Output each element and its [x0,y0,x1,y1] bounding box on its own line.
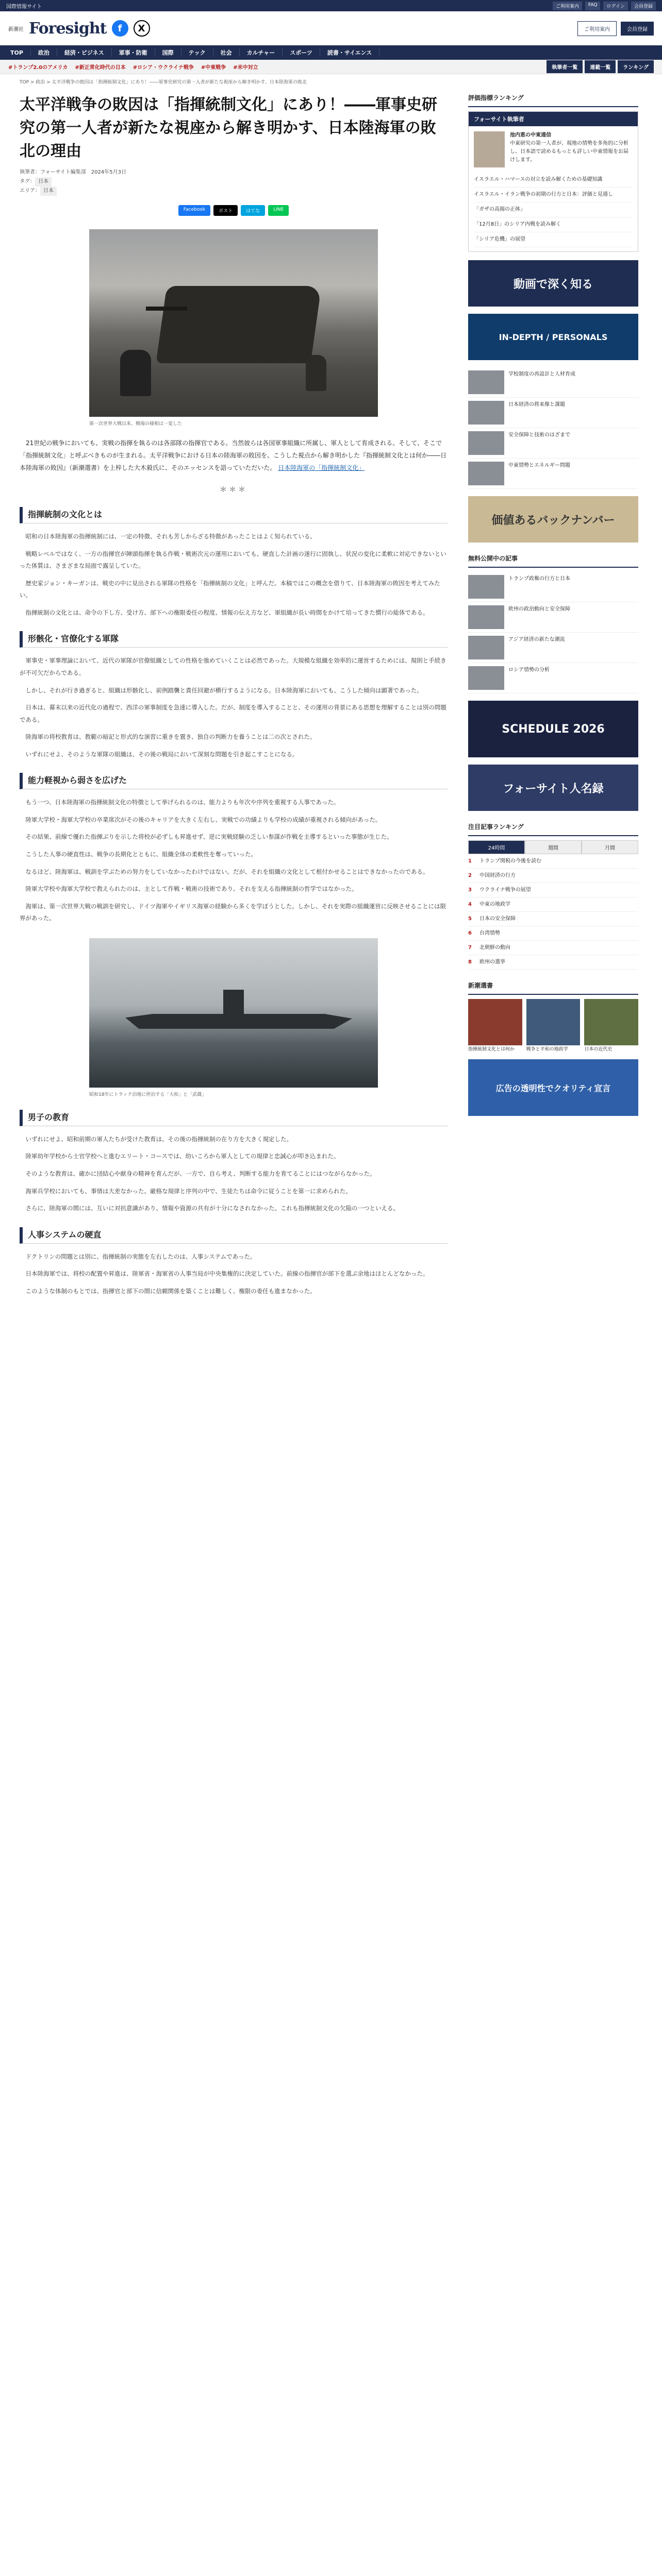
share-line-button[interactable]: LINE [268,205,289,216]
paragraph: このような体制のもとでは、指揮官と部下の間に信頼関係を築くことは難しく、権限の委任も進まなかった。 [25,1287,316,1295]
nav-item[interactable]: テック [181,48,213,57]
writers-button[interactable]: 執筆者一覧 [547,60,583,73]
nav-item[interactable]: カルチャー [240,48,283,57]
paragraph: 指揮統制の文化とは、命令の下し方、受け方、部下への権限委任の程度、情報の伝え方など、軍組織が長い時間をかけて培ってきた慣行の総体である。 [25,608,429,616]
thumbnail [468,666,504,690]
paragraph: 歴史家ジョン・キーガンは、戦史の中に見出される軍隊の性格を「指揮統制の文化」と呼んだ。本稿ではこの概念を借りて、日本陸海軍の敗因を考えてみたい。 [20,579,440,599]
hashtag-link[interactable]: #トランプ2.0のアメリカ [8,65,68,71]
nav-item[interactable]: 読書・サイエンス [320,48,379,57]
article [20,89,448,1302]
share-bar [20,205,448,216]
tab-month[interactable]: 月間 [582,840,638,854]
author-box [468,111,638,252]
sub-nav [0,60,662,74]
thumbnail [468,636,504,659]
breadcrumb[interactable]: TOP > 政治 > 太平洋戦争の敗因は「指揮統制文化」にあり！――軍事史研究の第一人者が新たな視座から解き明かす、日本陸海軍の敗北 [20,80,307,85]
tag-label: タグ： [20,179,35,184]
paragraph: 陸軍大学校・海軍大学校の卒業席次がその後のキャリアを大きく左右し、実戦での功績よりも学校の成績が重視される傾向があった。 [25,816,382,823]
ranking-item[interactable]: 5 日本の安全保障 [468,912,638,926]
publisher-label: 新潮社 [8,26,24,32]
list-item[interactable]: 日本経済の将来像と課題 [468,398,638,428]
main-nav [0,45,662,60]
site-label: 国際情報サイト [6,4,42,10]
figure-2 [89,938,378,1097]
hashtag-link[interactable]: #中東戦争 [201,65,226,71]
lead-link[interactable]: 日本陸海軍の「指揮統制文化」 [278,464,365,471]
free-heading: 無料公開中の記事 [468,550,638,568]
list-item[interactable]: アジア経済の新たな潮流 [468,633,638,663]
ranking-tabs [468,840,638,854]
paragraph: いずれにせよ、そのような軍隊の組織は、その後の戦局において深刻な問題を引き起こすことになる。 [25,750,299,758]
book-grid [468,999,638,1052]
article-meta [20,168,448,196]
sidebar-heading: 評価指標ランキング [468,89,638,107]
hashtag-link[interactable]: #新正常化時代の日本 [75,65,126,71]
ranking-item[interactable]: 4 中東の地政学 [468,897,638,912]
backnumber-banner[interactable]: 価値あるバックナンバー [468,496,638,543]
list-item[interactable]: 欧州の政治動向と安全保障 [468,602,638,633]
share-hatena-button[interactable]: はてな [241,205,265,216]
ranking-item[interactable]: 3 ウクライナ戦争の展望 [468,883,638,897]
facebook-icon[interactable]: f [112,20,128,37]
paragraph: 昭和の日本陸海軍の指揮統制には、一定の特徴、それも芳しからざる特徴があったことはよく知られている。 [25,533,316,540]
schedule-banner[interactable]: SCHEDULE 2026 [468,701,638,757]
nav-item[interactable]: TOP [8,49,31,56]
section-divider: ＊＊＊ [220,486,247,494]
nav-item[interactable]: 国際 [155,48,181,57]
lead-paragraph: 21世紀の戦争においても、実戦の指揮を執るのは各部隊の指揮官である。当然彼らは各国軍事組織に所属し、軍人として育成される。そして、そこで「指揮統制文化」と呼ぶべきものが生まれる。太平洋戦争における日本の陸海軍の敗因を、こうした視点から解き明かした『指揮統制文化とは何か――日本陸海軍の敗因』（新潮選書）を上梓した大木毅氏に、そのエッセンスを語っていただいた。 日本陸海軍の「指揮統制文化」 [20,439,447,471]
paragraph: いずれにせよ、昭和前期の軍人たちが受けた教育は、その後の指揮統制の在り方を大きく規定した。 [25,1135,292,1143]
area-label: エリア： [20,188,40,194]
battleship-photo [89,938,378,1088]
ranking-item[interactable]: 8 欧州の選挙 [468,955,638,970]
list-item[interactable]: ロシア情勢の分析 [468,663,638,693]
paragraph: そのような教育は、確かに団結心や献身の精神を育んだが、一方で、自ら考え、判断する能力を育てることにはつながらなかった。 [25,1170,376,1177]
thumbnail [468,370,504,394]
thumbnail [468,401,504,425]
sidebar [468,89,638,1302]
thumbnail [468,462,504,485]
nav-item[interactable]: 政治 [31,48,57,57]
paragraph: その結果、前線で優れた指揮ぶりを示した将校が必ずしも昇進せず、逆に実戦経験の乏しい参謀が作戦を主導するといった事態が生じた。 [25,833,393,841]
tab-week[interactable]: 週間 [525,840,582,854]
author-article-link[interactable]: 「ガザの高揚の正体」 [474,202,633,217]
paragraph: 戦略レベルではなく、一方の指揮官が陣頭指揮を執る作戦・戦術次元の運用においても、硬直した計画の遂行に固執し、状況の変化に柔軟に対応できないといった体質は、さまざまな局面で露呈していた。 [20,550,446,570]
nav-item[interactable]: 経済・ビジネス [57,48,112,57]
top-link-login[interactable]: ログイン [603,2,628,10]
paragraph: ドクトリンの問題とは別に、指揮統制の実態を左右したのは、人事システムであった。 [25,1252,256,1260]
directory-banner[interactable]: フォーサイト人名録 [468,765,638,811]
section-heading: 形骸化・官僚化する軍隊 [20,631,448,648]
section-heading: 指揮統制の文化とは [20,507,448,523]
figure-caption: 昭和18年にトラック泊地に停泊する「大和」と「武蔵」 [89,1092,207,1097]
book-item[interactable]: 指揮統制文化とは何か [468,999,522,1052]
tab-24h[interactable]: 24時間 [468,840,525,854]
paragraph: 陸軍幼年学校から士官学校へと進むエリート・コースでは、幼いころから軍人としての規律と忠誠心が叩き込まれた。 [25,1153,340,1160]
indepth-banner[interactable]: IN-DEPTH / PERSONALS [468,314,638,360]
paragraph: 海軍は、第一次世界大戦の戦訓を研究し、ドイツ海軍やイギリス海軍の経験から多くを学ぼうとした。しかし、それを実際の組織運営に反映させることには限界があった。 [20,902,446,922]
section-heading: 男子の教育 [20,1110,448,1126]
book-item[interactable]: 戦争と平和の地政学 [526,999,581,1052]
paragraph: 日本陸海軍では、将校の配置や昇進は、陸軍省・海軍省の人事当局が中央集権的に決定していた。前線の指揮官が部下を選ぶ余地はほとんどなかった。 [25,1270,429,1278]
paragraph: 陸海軍の将校教育は、教範の暗記と形式的な演習に重きを置き、独自の判断力を養うことは二の次とされた。 [25,733,316,741]
section-heading: 人事システムの硬直 [20,1227,448,1244]
nav-item[interactable]: 軍事・防衛 [112,48,155,57]
list-item[interactable]: トランプ政権の行方と日本 [468,572,638,602]
video-banner[interactable]: 動画で深く知る [468,260,638,307]
hashtag-link[interactable]: #ロシア・ウクライナ戦争 [133,65,194,71]
signup-button[interactable]: 会員登録 [621,22,654,36]
figure-caption: 第一次世界大戦以来、戦場の様相は一変した [89,421,183,427]
ranking-heading: 注目記事ランキング [468,818,638,836]
paragraph: さらに、陸海軍の間には、互いに対抗意識があり、情報や資源の共有が十分になされなかった。これも指揮統制文化の欠陥の一つといえる。 [25,1205,399,1212]
site-logo[interactable]: Foresight [29,19,107,38]
hashtag-link[interactable]: #米中対立 [233,65,258,71]
author-article-link[interactable]: 「シリア危機」の展望 [474,232,633,247]
paragraph: なるほど、陸海軍は、戦訓を学ぶための努力をしていなかったわけではない。だが、それを組織の文化として根付かせることはできなかったのである。 [25,868,429,875]
list-item[interactable]: 中東情勢とエネルギー問題 [468,459,638,489]
author-article-link[interactable]: 「12月8日」のシリア内戦を読み解く [474,217,633,232]
thumbnail [468,575,504,599]
figure-1 [89,229,378,427]
author-article-link[interactable]: イスラエル・ハマースの対立を読み解くための基礎知識 [474,173,633,188]
book-item[interactable]: 日本の近代史 [584,999,638,1052]
header [0,11,662,45]
x-icon[interactable]: X [134,20,150,37]
paragraph: しかし、それが行き過ぎると、組織は形骸化し、前例踏襲と責任回避が横行するようになる。日本陸海軍においても、こうした傾向は顕著であった。 [25,686,423,694]
paragraph: 海軍兵学校においても、事情は大差なかった。厳格な規律と序列の中で、生徒たちは命令に従うことを第一に求められた。 [25,1187,352,1195]
author-article-link[interactable]: イスラエル・イラン戦争の初期の行方と日本：評価と見通し [474,188,633,202]
section-heading: 能力軽視から弱さを広げた [20,773,448,789]
books-heading: 新潮選書 [468,977,638,995]
author-box-heading: フォーサイト執筆者 [469,112,638,126]
ranking-button[interactable]: ランキング [618,60,654,73]
thumbnail [468,605,504,629]
share-x-button[interactable]: ポスト [213,205,238,216]
guide-button[interactable]: ご利用案内 [577,21,617,36]
thumbnail [468,431,504,455]
ranking-item[interactable]: 7 北朝鮮の動向 [468,941,638,955]
area-chip[interactable]: 日本 [40,187,57,196]
paragraph: 陸軍大学校や海軍大学校で教えられたのは、主として作戦・戦術の技術であり、それを支える指揮統制の哲学ではなかった。 [25,885,358,893]
paragraph: もう一つ、日本陸海軍の指揮統制文化の特徴として挙げられるのは、能力よりも年次や序列を重視する人事であった。 [25,799,340,806]
ranking-item[interactable]: 1 トランプ関税の今後を読む [468,854,638,869]
top-strip [0,0,662,11]
author-name[interactable]: 池内恵の中東通信 [510,132,551,138]
series-button[interactable]: 連載一覧 [585,60,616,73]
nav-item[interactable]: スポーツ [283,48,320,57]
ad-banner[interactable]: 広告の透明性でクオリティ宣言 [468,1059,638,1116]
share-facebook-button[interactable]: Facebook [178,205,210,216]
tag-chip[interactable]: 日本 [35,177,52,187]
list-item[interactable]: 学校制度の再設計と人材育成 [468,367,638,398]
ranking-item[interactable]: 6 台湾情勢 [468,926,638,941]
list-item[interactable]: 安全保障と技術のはざまで [468,428,638,459]
top-link-signup[interactable]: 会員登録 [631,2,656,10]
article-title: 太平洋戦争の敗因は「指揮統制文化」にあり！――軍事史研究の第一人者が新たな視座から解き明かす、日本陸海軍の敗北の理由 [20,96,437,160]
avatar [474,131,505,167]
paragraph: 日本は、幕末以来の近代化の過程で、西洋の軍事制度を急速に導入した。だが、制度を導入することと、その運用の背景にある思想を理解することは別の問題である。 [20,704,446,723]
nav-item[interactable]: 社会 [213,48,240,57]
author-line: 執筆者：フォーサイト編集部 2024年5月3日 [20,170,126,175]
tank-photo [89,229,378,417]
top-link-guide[interactable]: ご利用案内 [553,2,582,10]
paragraph: こうした人事の硬直性は、戦争の長期化とともに、組織全体の柔軟性を奪っていった。 [25,851,257,858]
paragraph: 軍事史・軍事理論において、近代の軍隊が官僚組織としての性格を強めていくことは必然であった。大規模な組織を効率的に運営するためには、規則と手続きが不可欠だからである。 [20,657,446,676]
ranking-item[interactable]: 2 中国経済の行方 [468,869,638,883]
top-link-faq[interactable]: FAQ [585,2,600,10]
author-desc: 中東研究の第一人者が、現地の情勢を多角的に分析し、日本語で読めるもっとも詳しい中東情報をお届けします。 [510,141,628,163]
